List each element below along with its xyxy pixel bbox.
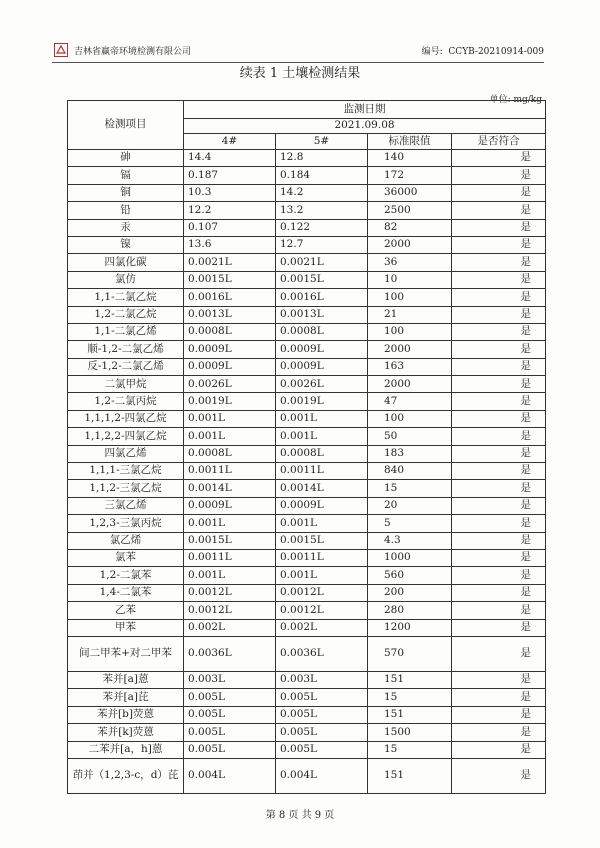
sample-5-value-cell: 0.184: [276, 167, 368, 184]
sample-4-value-cell: 0.0012L: [184, 602, 276, 619]
compliance-cell: 是: [452, 323, 546, 340]
limit-value-cell: 200: [368, 584, 452, 601]
item-name-cell: 1,1,2,2-四氯乙烷: [68, 428, 184, 445]
compliance-cell: 是: [452, 480, 546, 497]
sample-4-value-cell: 0.005L: [184, 689, 276, 706]
item-name-cell: 砷: [68, 150, 184, 167]
limit-value-cell: 560: [368, 567, 452, 584]
table-row: [68, 480, 546, 497]
sample-4-value-cell: 0.0016L: [184, 289, 276, 306]
limit-value-cell: 50: [368, 428, 452, 445]
table-row: [68, 393, 546, 410]
sample-4-value-cell: 0.002L: [184, 619, 276, 636]
table-row: [68, 271, 546, 288]
table-row: [68, 358, 546, 375]
sample-5-value-cell: 0.001L: [276, 428, 368, 445]
limit-value-cell: 100: [368, 289, 452, 306]
compliance-cell: 是: [452, 532, 546, 549]
sample-4-value-cell: 0.0013L: [184, 306, 276, 323]
compliance-cell: 是: [452, 341, 546, 358]
compliance-cell: 是: [452, 410, 546, 427]
limit-value-cell: 151: [368, 758, 452, 793]
item-name-cell: 乙苯: [68, 602, 184, 619]
sample-4-value-cell: 0.001L: [184, 515, 276, 532]
item-name-cell: 二苯并[a，h]蒽: [68, 741, 184, 758]
limit-value-cell: 151: [368, 706, 452, 723]
sample-5-header: 5#: [276, 134, 368, 150]
page-header: [52, 40, 544, 63]
compliance-cell: 是: [452, 254, 546, 271]
limit-value-cell: 280: [368, 602, 452, 619]
compliance-cell: 是: [452, 584, 546, 601]
sample-5-value-cell: 0.0015L: [276, 271, 368, 288]
sample-5-value-cell: 0.122: [276, 219, 368, 236]
sample-5-value-cell: 0.005L: [276, 724, 368, 741]
item-name-cell: 氯仿: [68, 271, 184, 288]
limit-value-cell: 10: [368, 271, 452, 288]
sample-5-value-cell: 0.0013L: [276, 306, 368, 323]
table-title: 续表 1 土壤检测结果: [239, 66, 361, 81]
sample-4-value-cell: 0.0015L: [184, 271, 276, 288]
sample-4-value-cell: 0.0011L: [184, 463, 276, 480]
compliance-cell: 是: [452, 184, 546, 201]
sample-4-value-cell: 0.005L: [184, 724, 276, 741]
table-row: [68, 463, 546, 480]
sample-5-value-cell: 0.0009L: [276, 341, 368, 358]
table-row: [68, 689, 546, 706]
sample-5-value-cell: 0.003L: [276, 671, 368, 688]
table-row: [68, 532, 546, 549]
sample-5-value-cell: 0.0015L: [276, 532, 368, 549]
sample-4-value-cell: 0.0014L: [184, 480, 276, 497]
compliance-cell: 是: [452, 167, 546, 184]
item-name-cell: 三氯乙烯: [68, 497, 184, 514]
limit-value-cell: 4.3: [368, 532, 452, 549]
item-name-cell: 茚并（1,2,3-c，d）芘: [68, 758, 184, 793]
compliance-cell: 是: [452, 515, 546, 532]
item-name-cell: 苯并[b]荧蒽: [68, 706, 184, 723]
sample-4-value-cell: 0.001L: [184, 428, 276, 445]
sample-5-value-cell: 0.001L: [276, 410, 368, 427]
table-row: [68, 254, 546, 271]
sample-4-value-cell: 0.005L: [184, 741, 276, 758]
sample-4-value-cell: 0.0036L: [184, 636, 276, 671]
compliance-cell: 是: [452, 567, 546, 584]
limit-value-cell: 100: [368, 323, 452, 340]
sample-4-value-cell: 0.0026L: [184, 376, 276, 393]
item-name-cell: 1,1,2-三氯乙烷: [68, 480, 184, 497]
sample-5-value-cell: 0.0036L: [276, 636, 368, 671]
limit-value-cell: 15: [368, 480, 452, 497]
table-row: [68, 150, 546, 167]
table-row: [68, 236, 546, 253]
limit-value-cell: 1500: [368, 724, 452, 741]
limit-value-cell: 2000: [368, 376, 452, 393]
table-row: [68, 289, 546, 306]
sample-5-value-cell: 0.0011L: [276, 463, 368, 480]
table-row: [68, 410, 546, 427]
table-row: [68, 567, 546, 584]
sample-5-value-cell: 0.0008L: [276, 323, 368, 340]
item-name-cell: 苯并[a]芘: [68, 689, 184, 706]
table-row: [68, 341, 546, 358]
sample-4-value-cell: 0.187: [184, 167, 276, 184]
sample-5-value-cell: 12.8: [276, 150, 368, 167]
compliance-cell: 是: [452, 671, 546, 688]
item-name-cell: 1,2-二氯苯: [68, 567, 184, 584]
item-name-cell: 镍: [68, 236, 184, 253]
compliance-cell: 是: [452, 150, 546, 167]
sample-4-value-cell: 0.0015L: [184, 532, 276, 549]
table-row: [68, 549, 546, 566]
sample-5-value-cell: 0.0009L: [276, 497, 368, 514]
sample-4-value-cell: 0.0011L: [184, 549, 276, 566]
limit-value-cell: 15: [368, 689, 452, 706]
compliance-cell: 是: [452, 758, 546, 793]
sample-5-value-cell: 0.0012L: [276, 602, 368, 619]
compliance-cell: 是: [452, 306, 546, 323]
sample-5-value-cell: 12.7: [276, 236, 368, 253]
sample-4-value-cell: 13.6: [184, 236, 276, 253]
unit-label: 单位: mg/kg: [489, 95, 542, 105]
sample-5-value-cell: 0.002L: [276, 619, 368, 636]
compliance-cell: 是: [452, 689, 546, 706]
compliance-cell: 是: [452, 497, 546, 514]
item-name-cell: 1,1-二氯乙烯: [68, 323, 184, 340]
limit-value-cell: 163: [368, 358, 452, 375]
limit-value-cell: 82: [368, 219, 452, 236]
limit-value-cell: 840: [368, 463, 452, 480]
sample-4-value-cell: 0.0009L: [184, 358, 276, 375]
item-name-cell: 1,2-二氯丙烷: [68, 393, 184, 410]
table-row: [68, 515, 546, 532]
item-name-cell: 1,1,1,2-四氯乙烷: [68, 410, 184, 427]
limit-value-cell: 36000: [368, 184, 452, 201]
table-row: [68, 184, 546, 201]
item-name-cell: 甲苯: [68, 619, 184, 636]
compliance-cell: 是: [452, 741, 546, 758]
compliance-cell: 是: [452, 706, 546, 723]
table-row: [68, 306, 546, 323]
limit-value-cell: 140: [368, 150, 452, 167]
limit-value-cell: 2000: [368, 236, 452, 253]
sample-5-value-cell: 0.0011L: [276, 549, 368, 566]
sample-5-value-cell: 0.0014L: [276, 480, 368, 497]
sample-5-value-cell: 14.2: [276, 184, 368, 201]
table-row: [68, 636, 546, 671]
limit-value-cell: 15: [368, 741, 452, 758]
company-name: 吉林省赢帝环境检测有限公司: [74, 47, 192, 57]
limit-value-cell: 21: [368, 306, 452, 323]
page-number: 第 8 页 共 9 页: [265, 810, 335, 821]
item-column-header: 检测项目: [68, 101, 184, 150]
sample-4-value-cell: 0.0019L: [184, 393, 276, 410]
compliance-cell: 是: [452, 358, 546, 375]
item-name-cell: 1,2,3-三氯丙烷: [68, 515, 184, 532]
item-name-cell: 氯乙烯: [68, 532, 184, 549]
compliance-cell: 是: [452, 724, 546, 741]
item-name-cell: 铅: [68, 202, 184, 219]
item-name-cell: 镉: [68, 167, 184, 184]
sample-5-value-cell: 0.001L: [276, 567, 368, 584]
sample-5-value-cell: 13.2: [276, 202, 368, 219]
sample-5-value-cell: 0.0012L: [276, 584, 368, 601]
limit-value-cell: 36: [368, 254, 452, 271]
limit-value-cell: 5: [368, 515, 452, 532]
table-row: [68, 428, 546, 445]
item-name-cell: 氯苯: [68, 549, 184, 566]
compliance-cell: 是: [452, 445, 546, 462]
sample-4-value-cell: 0.003L: [184, 671, 276, 688]
monitoring-date: 2021.09.08: [184, 119, 546, 134]
table-row: [68, 497, 546, 514]
sample-4-value-cell: 12.2: [184, 202, 276, 219]
table-row: [68, 323, 546, 340]
sample-4-value-cell: 0.001L: [184, 567, 276, 584]
table-row: [68, 706, 546, 723]
sample-5-value-cell: 0.005L: [276, 741, 368, 758]
sample-5-value-cell: 0.001L: [276, 515, 368, 532]
limit-value-cell: 570: [368, 636, 452, 671]
compliance-cell: 是: [452, 549, 546, 566]
compliance-cell: 是: [452, 619, 546, 636]
item-name-cell: 汞: [68, 219, 184, 236]
table-row: [68, 758, 546, 793]
compliance-cell: 是: [452, 271, 546, 288]
table-row: [68, 202, 546, 219]
item-name-cell: 1,4-二氯苯: [68, 584, 184, 601]
sample-5-value-cell: 0.0021L: [276, 254, 368, 271]
document-number-label: 编号:: [421, 47, 443, 57]
compliance-cell: 是: [452, 428, 546, 445]
sample-5-value-cell: 0.0016L: [276, 289, 368, 306]
limit-value-cell: 47: [368, 393, 452, 410]
limit-value-cell: 172: [368, 167, 452, 184]
results-table-body: [68, 150, 546, 794]
table-row: [68, 376, 546, 393]
sample-4-value-cell: 0.005L: [184, 706, 276, 723]
compliance-column-header: 是否符合: [452, 134, 546, 150]
sample-4-value-cell: 0.0008L: [184, 323, 276, 340]
company-logo-icon: [54, 43, 68, 57]
sample-4-value-cell: 0.0009L: [184, 341, 276, 358]
sample-4-value-cell: 0.0021L: [184, 254, 276, 271]
date-group-header: 监测日期: [184, 101, 546, 119]
limit-column-header: 标准限值: [368, 134, 452, 150]
limit-value-cell: 183: [368, 445, 452, 462]
item-name-cell: 苯并[a]蒽: [68, 671, 184, 688]
sample-4-value-cell: 0.0008L: [184, 445, 276, 462]
table-row: [68, 741, 546, 758]
compliance-cell: 是: [452, 376, 546, 393]
table-row: [68, 724, 546, 741]
compliance-cell: 是: [452, 636, 546, 671]
item-name-cell: 四氯乙烯: [68, 445, 184, 462]
item-name-cell: 二氯甲烷: [68, 376, 184, 393]
results-table: [67, 100, 546, 794]
compliance-cell: 是: [452, 219, 546, 236]
sample-4-header: 4#: [184, 134, 276, 150]
limit-value-cell: 20: [368, 497, 452, 514]
compliance-cell: 是: [452, 602, 546, 619]
limit-value-cell: 2500: [368, 202, 452, 219]
sample-5-value-cell: 0.0019L: [276, 393, 368, 410]
sample-4-value-cell: 0.004L: [184, 758, 276, 793]
table-row: [68, 671, 546, 688]
sample-4-value-cell: 0.001L: [184, 410, 276, 427]
sample-5-value-cell: 0.005L: [276, 706, 368, 723]
item-name-cell: 1,1,1-三氯乙烷: [68, 463, 184, 480]
document-number-value: CCYB-20210914-009: [448, 47, 544, 57]
limit-value-cell: 1200: [368, 619, 452, 636]
table-row: [68, 219, 546, 236]
item-name-cell: 1,2-二氯乙烷: [68, 306, 184, 323]
compliance-cell: 是: [452, 289, 546, 306]
sample-4-value-cell: 0.0012L: [184, 584, 276, 601]
compliance-cell: 是: [452, 393, 546, 410]
item-name-cell: 1,1-二氯乙烷: [68, 289, 184, 306]
limit-value-cell: 1000: [368, 549, 452, 566]
table-row: [68, 445, 546, 462]
sample-4-value-cell: 0.107: [184, 219, 276, 236]
compliance-cell: 是: [452, 202, 546, 219]
sample-5-value-cell: 0.004L: [276, 758, 368, 793]
item-name-cell: 苯并[k]荧蒽: [68, 724, 184, 741]
item-name-cell: 四氯化碳: [68, 254, 184, 271]
document-number: [422, 44, 544, 57]
limit-value-cell: 2000: [368, 341, 452, 358]
sample-4-value-cell: 0.0009L: [184, 497, 276, 514]
item-name-cell: 反-1,2-二氯乙烯: [68, 358, 184, 375]
sample-5-value-cell: 0.0008L: [276, 445, 368, 462]
item-name-cell: 铜: [68, 184, 184, 201]
sample-5-value-cell: 0.0009L: [276, 358, 368, 375]
table-row: [68, 584, 546, 601]
sample-4-value-cell: 14.4: [184, 150, 276, 167]
table-row: [68, 619, 546, 636]
limit-value-cell: 151: [368, 671, 452, 688]
table-row: [68, 167, 546, 184]
sample-4-value-cell: 10.3: [184, 184, 276, 201]
item-name-cell: 顺-1,2-二氯乙烯: [68, 341, 184, 358]
sample-5-value-cell: 0.0026L: [276, 376, 368, 393]
compliance-cell: 是: [452, 463, 546, 480]
item-name-cell: 间二甲苯+对二甲苯: [68, 636, 184, 671]
limit-value-cell: 100: [368, 410, 452, 427]
sample-5-value-cell: 0.005L: [276, 689, 368, 706]
compliance-cell: 是: [452, 236, 546, 253]
table-row: [68, 602, 546, 619]
